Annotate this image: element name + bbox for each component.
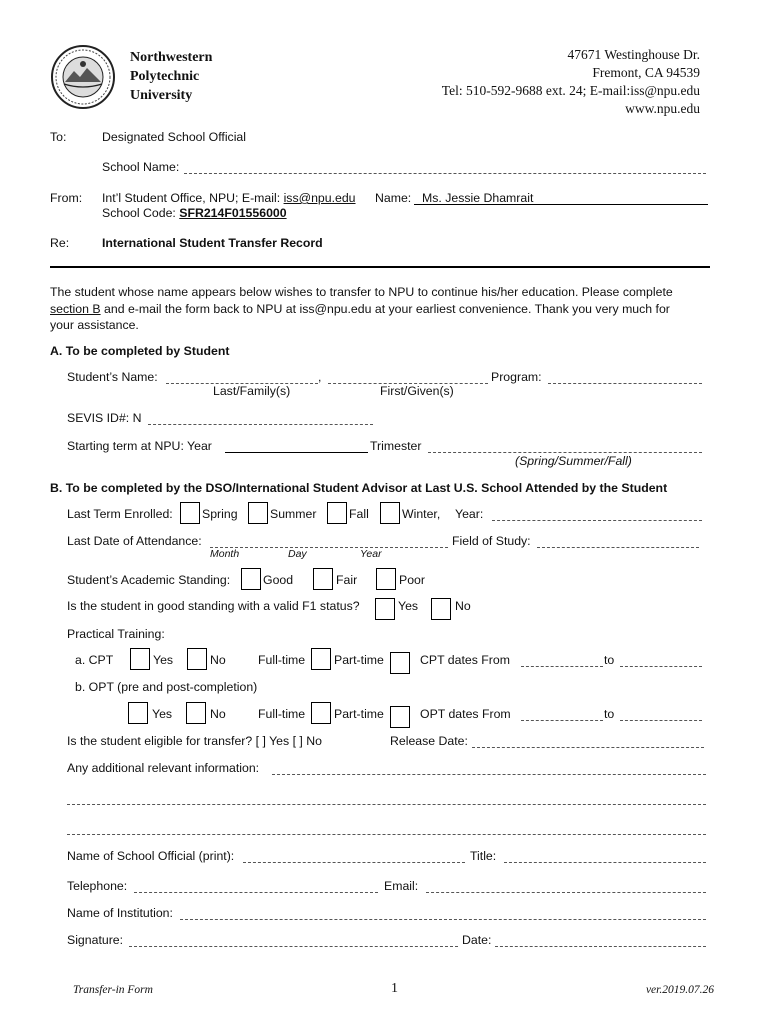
signature-label: Signature: (67, 933, 124, 947)
school-name-label: School Name: (102, 160, 180, 174)
sevis-id-field[interactable] (148, 424, 373, 425)
opt-fulltime-checkbox[interactable] (311, 702, 331, 724)
date-field[interactable] (495, 946, 706, 947)
opt-parttime-checkbox[interactable] (390, 706, 410, 728)
practical-training-label: Practical Training: (67, 627, 165, 641)
university-name-line: University (130, 88, 193, 103)
from-office: Int’l Student Office, NPU; E-mail: (102, 191, 284, 205)
cpt-to-label: to (604, 653, 615, 667)
from-email-link[interactable]: iss@npu.edu (283, 191, 356, 205)
month-hint: Month (210, 548, 240, 560)
from-label: From: (50, 191, 83, 205)
from-name-underline (414, 204, 708, 205)
release-date-label: Release Date: (390, 734, 468, 748)
f1-yes-label: Yes (398, 599, 419, 613)
opt-label: b. OPT (pre and post-completion) (75, 680, 258, 694)
field-of-study-label: Field of Study: (452, 534, 531, 548)
cpt-parttime-label: Part-time (334, 653, 384, 667)
trimester-label: Trimester (370, 439, 422, 453)
official-name-field[interactable] (243, 862, 465, 863)
sevis-label: SEVIS ID#: N (67, 411, 142, 425)
cpt-parttime-checkbox[interactable] (390, 652, 410, 674)
eligible-transfer-label: Is the student eligible for transfer? [ ] Yes [ ] No (67, 734, 322, 748)
address-line: Tel: 510-592-9688 ext. 24; E-mail:iss@npu.edu (441, 83, 700, 98)
additional-info-line[interactable] (67, 804, 706, 805)
fair-label: Fair (336, 573, 358, 587)
starting-term-label: Starting term at NPU: Year (67, 439, 212, 453)
student-name-label: Student’s Name: (67, 370, 158, 384)
poor-checkbox[interactable] (376, 568, 396, 590)
from-name-value: Ms. Jessie Dhamrait (422, 191, 534, 205)
poor-label: Poor (399, 573, 425, 587)
opt-fulltime-label: Full-time (258, 707, 306, 721)
telephone-field[interactable] (134, 892, 378, 893)
form-name-footer: Transfer-in Form (73, 984, 153, 996)
cpt-from-field[interactable] (521, 666, 603, 667)
section-a-title: A. To be completed by Student (50, 344, 230, 358)
signature-field[interactable] (129, 946, 458, 947)
university-name-line: Northwestern (130, 50, 213, 65)
cpt-yes-checkbox[interactable] (130, 648, 150, 670)
release-date-field[interactable] (472, 747, 704, 748)
winter-label: Winter, (402, 507, 441, 521)
page-number: 1 (391, 981, 398, 996)
header-divider (50, 266, 710, 268)
fall-label: Fall (349, 507, 369, 521)
official-title-field[interactable] (504, 862, 706, 863)
opt-no-checkbox[interactable] (186, 702, 206, 724)
from-line (102, 191, 356, 205)
cpt-to-field[interactable] (620, 666, 702, 667)
intro-line (50, 301, 673, 318)
re-label: Re: (50, 236, 70, 250)
opt-yes-label: Yes (152, 707, 173, 721)
institution-field[interactable] (180, 919, 706, 920)
university-seal-icon (50, 44, 116, 110)
additional-info-label: Any additional relevant information: (67, 761, 260, 775)
intro-paragraph (50, 284, 673, 334)
last-family-hint: Last/Family(s) (213, 384, 291, 398)
year-hint: Year (360, 548, 382, 560)
intro-line: your assistance. (50, 318, 139, 332)
address-line: 47671 Westinghouse Dr. (567, 47, 700, 62)
opt-to-label: to (604, 707, 615, 721)
opt-parttime-label: Part-time (334, 707, 384, 721)
program-label: Program: (491, 370, 542, 384)
opt-to-field[interactable] (620, 720, 702, 721)
spring-label: Spring (202, 507, 238, 521)
cpt-fulltime-checkbox[interactable] (311, 648, 331, 670)
f1-yes-checkbox[interactable] (375, 598, 395, 620)
to-value: Designated School Official (102, 130, 247, 144)
cpt-no-label: No (210, 653, 226, 667)
cpt-dates-label: CPT dates From (420, 653, 510, 667)
from-name-label: Name: (375, 191, 412, 205)
f1-status-label: Is the student in good standing with a valid F1 status? (67, 599, 360, 613)
first-given-hint: First/Given(s) (380, 384, 454, 398)
summer-checkbox[interactable] (248, 502, 268, 524)
fair-checkbox[interactable] (313, 568, 333, 590)
email-label: Email: (384, 879, 419, 893)
summer-label: Summer (270, 507, 317, 521)
f1-no-checkbox[interactable] (431, 598, 451, 620)
school-code-value: SFR214F01556000 (179, 206, 287, 220)
university-name-line: Polytechnic (130, 69, 200, 84)
cpt-label: a. CPT (75, 653, 114, 667)
term-year-label: Year: (455, 507, 484, 521)
field-of-study-field[interactable] (537, 547, 699, 548)
intro-line: The student whose name appears below wishes to transfer to NPU to continue his/her education. Please complete (50, 285, 673, 299)
address-line: Fremont, CA 94539 (592, 65, 700, 80)
to-label: To: (50, 130, 67, 144)
fall-checkbox[interactable] (327, 502, 347, 524)
winter-checkbox[interactable] (380, 502, 400, 524)
section-b-title: B. To be completed by the DSO/International Student Advisor at Last U.S. School Attended by the Student (50, 481, 668, 495)
opt-dates-label: OPT dates From (420, 707, 511, 721)
day-hint: Day (288, 548, 307, 560)
cpt-fulltime-label: Full-time (258, 653, 306, 667)
official-title-label: Title: (470, 849, 497, 863)
trimester-hint: (Spring/Summer/Fall) (515, 454, 632, 468)
academic-standing-label: Student’s Academic Standing: (67, 573, 231, 587)
institution-label: Name of Institution: (67, 906, 173, 920)
address-line: www.npu.edu (625, 101, 700, 116)
version-footer: ver.2019.07.26 (645, 984, 714, 996)
university-name (130, 48, 212, 105)
school-code-line (102, 206, 287, 220)
last-term-label: Last Term Enrolled: (67, 507, 173, 521)
telephone-label: Telephone: (67, 879, 128, 893)
spring-checkbox[interactable] (180, 502, 200, 524)
opt-from-field[interactable] (521, 720, 603, 721)
term-year-field[interactable] (492, 520, 702, 521)
last-date-label: Last Date of Attendance: (67, 534, 202, 548)
cpt-no-checkbox[interactable] (187, 648, 207, 670)
opt-no-label: No (210, 707, 226, 721)
opt-yes-checkbox[interactable] (128, 702, 148, 724)
f1-no-label: No (455, 599, 471, 613)
school-name-field[interactable] (184, 173, 706, 174)
official-name-label: Name of School Official (print): (67, 849, 235, 863)
good-checkbox[interactable] (241, 568, 261, 590)
starting-year-field[interactable] (225, 452, 368, 453)
date-label: Date: (462, 933, 492, 947)
good-label: Good (263, 573, 294, 587)
section-b-link: section B (50, 301, 101, 316)
intro-line-rest: and e-mail the form back to NPU at iss@npu.edu at your earliest convenience. Thank you very much for (100, 301, 670, 316)
name-comma: , (318, 370, 322, 384)
last-date-field[interactable] (210, 547, 448, 548)
additional-info-line[interactable] (67, 834, 706, 835)
trimester-field[interactable] (428, 452, 702, 453)
school-code-label: School Code: (102, 206, 180, 220)
email-field[interactable] (426, 892, 706, 893)
additional-info-field[interactable] (272, 774, 706, 775)
re-value: International Student Transfer Record (102, 236, 323, 250)
address-block (442, 46, 700, 118)
program-field[interactable] (548, 383, 702, 384)
cpt-yes-label: Yes (153, 653, 174, 667)
